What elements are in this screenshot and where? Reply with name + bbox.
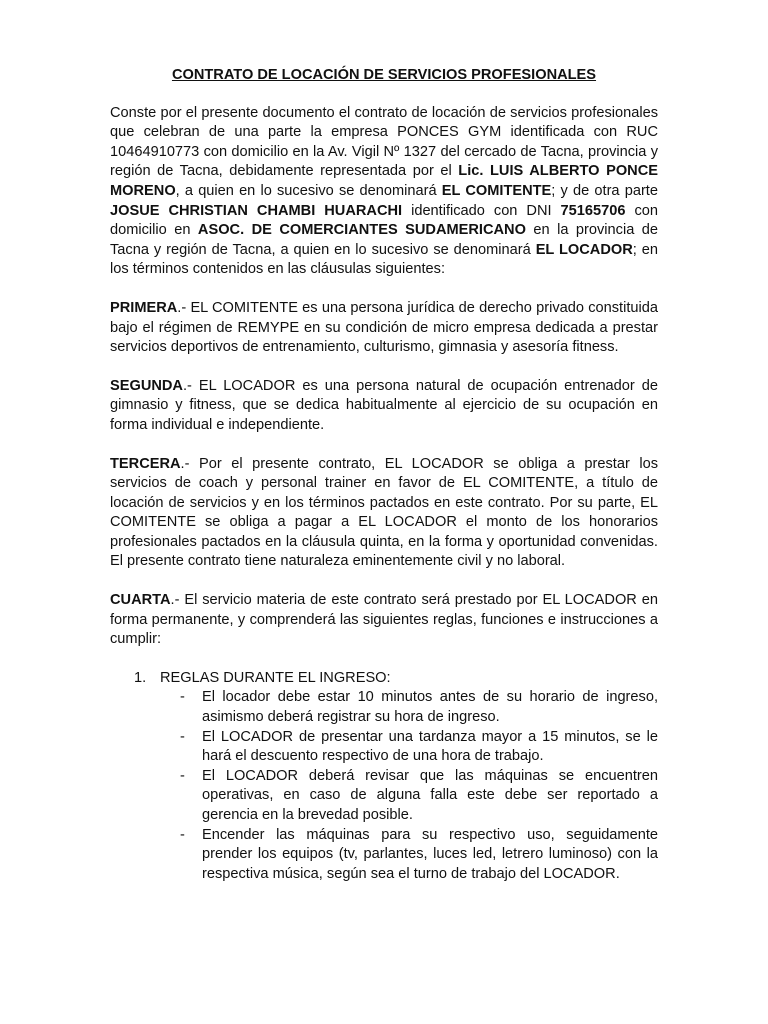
- dni-number: 75165706: [560, 202, 626, 219]
- intro-text-6: en la provincia de Tacna y región de Tacna, a quien en lo sucesivo se denominará: [110, 222, 658, 258]
- clause-text: .- EL COMITENTE es una persona jurídica de derecho privado constituida bajo el régimen de REMYPE en su condición de micro empresa dedicada a prestar servicios deportivos de entrenamiento, culturismo, gimnasia y asesoría fitness.: [110, 299, 658, 356]
- intro-paragraph: [110, 104, 658, 280]
- list-number: 1.: [134, 669, 147, 686]
- representative-name: Lic. LUIS ALBERTO PONCE MORENO: [110, 163, 658, 199]
- clause-heading: TERCERA: [110, 455, 181, 472]
- contract-page: [110, 66, 658, 884]
- dash-bullet: -: [180, 689, 185, 706]
- clause-tercera: [110, 455, 658, 573]
- intro-text-3: ; y de otra parte: [551, 182, 658, 199]
- sub-list-item: [160, 767, 658, 826]
- sub-item-text: Encender las máquinas para su respectivo uso, seguidamente prender los equipos (tv, parlantes, luces led, letrero luminoso) con la respectiva música, según sea el turno de trabajo del LOCADOR.: [202, 826, 658, 882]
- intro-text-5: con domicilio en: [110, 202, 659, 239]
- intro-text-4: identificado con DNI: [402, 202, 561, 219]
- sub-item-text: El locador debe estar 10 minutos antes de su horario de ingreso, asimismo deberá registrar su hora de ingreso.: [202, 689, 658, 726]
- intro-text-1: Conste por el presente documento el contrato de locación de servicios profesionales que celebran de una parte la empresa PONCES GYM identificada con RUC 10464910773 con domicilio en la Av. Vigil Nº 1327 del cercado de Tacna, provincia y región de Tacna, debidamente representada por el: [110, 104, 658, 180]
- sub-list-item: [160, 826, 658, 885]
- dash-bullet: -: [180, 728, 185, 745]
- intro-text-2: , a quien en lo sucesivo se denominará: [175, 182, 442, 199]
- sub-item-text: El LOCADOR deberá revisar que las máquinas se encuentren operativas, en caso de alguna falla este debe ser reportado a gerencia en la brevedad posible.: [202, 767, 658, 823]
- sub-item-text: El LOCADOR de presentar una tardanza mayor a 15 minutos, se le hará el descuento respectivo de una hora de trabajo.: [202, 728, 658, 765]
- rules-sublist: [110, 688, 658, 884]
- dash-bullet: -: [180, 767, 185, 784]
- list-heading: REGLAS DURANTE EL INGRESO:: [160, 669, 391, 686]
- sub-list-item: [160, 688, 658, 727]
- locador-address: ASOC. DE COMERCIANTES SUDAMERICANO: [197, 222, 526, 239]
- list-item: [110, 669, 658, 689]
- locador-term: EL LOCADOR: [535, 241, 633, 258]
- clause-text: .- El servicio materia de este contrato será prestado por EL LOCADOR en forma permanente, y comprenderá las siguientes reglas, funciones e instrucciones a cumplir:: [110, 592, 658, 648]
- clause-segunda: [110, 377, 658, 436]
- clause-primera: [110, 299, 658, 358]
- intro-text-7: ; en los términos contenidos en las cláusulas siguientes:: [110, 241, 659, 278]
- clause-heading: CUARTA: [110, 592, 171, 609]
- clause-heading: SEGUNDA: [110, 377, 183, 394]
- locador-name: JOSUE CHRISTIAN CHAMBI HUARACHI: [110, 202, 403, 219]
- clause-cuarta: [110, 591, 658, 650]
- sub-list-item: [160, 728, 658, 767]
- clause-text: .- EL LOCADOR es una persona natural de ocupación entrenador de gimnasio y fitness, que se dedica habitualmente al ejercicio de su ocupación en forma individual e independiente.: [110, 377, 658, 433]
- clause-heading: PRIMERA: [110, 299, 178, 316]
- clause-text: .- Por el presente contrato, EL LOCADOR se obliga a prestar los servicios de coach y personal trainer en favor de EL COMITENTE, a título de locación de servicios y en los términos pactados en este contrato. Por su parte, EL COMITENTE se obliga a pagar a EL LOCADOR el monto de los honorarios profesionales pactados en la cláusula quinta, en la forma y oportunidad convenidas. El presente contrato tiene naturaleza eminentemente civil y no laboral.: [110, 455, 658, 570]
- dash-bullet: -: [180, 826, 185, 843]
- comitente-term: EL COMITENTE: [441, 182, 552, 199]
- document-title: CONTRATO DE LOCACIÓN DE SERVICIOS PROFESIONALES: [171, 67, 597, 83]
- rules-list: [110, 669, 658, 885]
